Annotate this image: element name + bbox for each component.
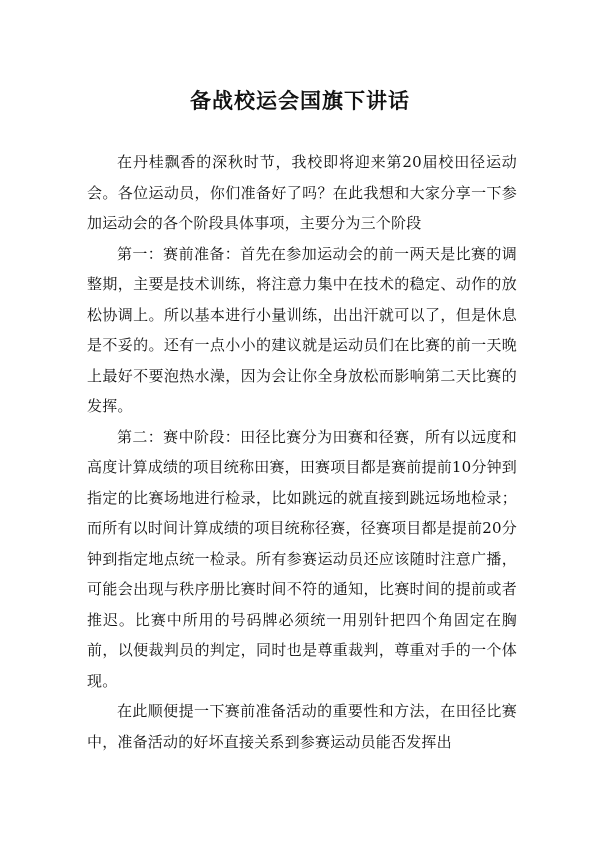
document-title: 备战校运会国旗下讲话 xyxy=(190,88,410,114)
paragraph-stage-one: 第一：赛前准备：首先在参加运动会的前一两天是比赛的调整期，主要是技术训练，将注意力集中在技术的稳定、动作的放松协调上。所以基本进行小量训练，出出汗就可以了，但是休息是不妥的。还有一点小小的建议就是运动员们在比赛的前一天晚上最好不要泡热水澡，因为会让你全身放松而影响第二天比赛的发挥。 xyxy=(87,244,517,415)
paragraph-warmup: 在此顺便提一下赛前准备活动的重要性和方法，在田径比赛中，准备活动的好坏直接关系到参赛运动员能否发挥出 xyxy=(87,702,517,751)
document-body xyxy=(87,147,517,757)
paragraph-stage-two: 第二：赛中阶段：田径比赛分为田赛和径赛，所有以远度和高度计算成绩的项目统称田赛，田赛项目都是赛前提前10分钟到指定的比赛场地进行检录，比如跳远的就直接到跳远场地检录；而所有以时间计算成绩的项目统称径赛，径赛项目都是提前20分钟到指定地点统一检录。所有参赛运动员还应该随时注意广播，可能会出现与秩序册比赛时间不符的通知，比赛时间的提前或者推迟。比赛中所用的号码牌必须统一用别针把四个角固定在胸前，以便裁判员的判定，同时也是尊重裁判，尊重对手的一个体现。 xyxy=(87,427,517,690)
paragraph-intro: 在丹桂飘香的深秋时节，我校即将迎来第20届校田径运动会。各位运动员，你们准备好了吗？在此我想和大家分享一下参加运动会的各个阶段具体事项，主要分为三个阶段 xyxy=(87,153,517,232)
